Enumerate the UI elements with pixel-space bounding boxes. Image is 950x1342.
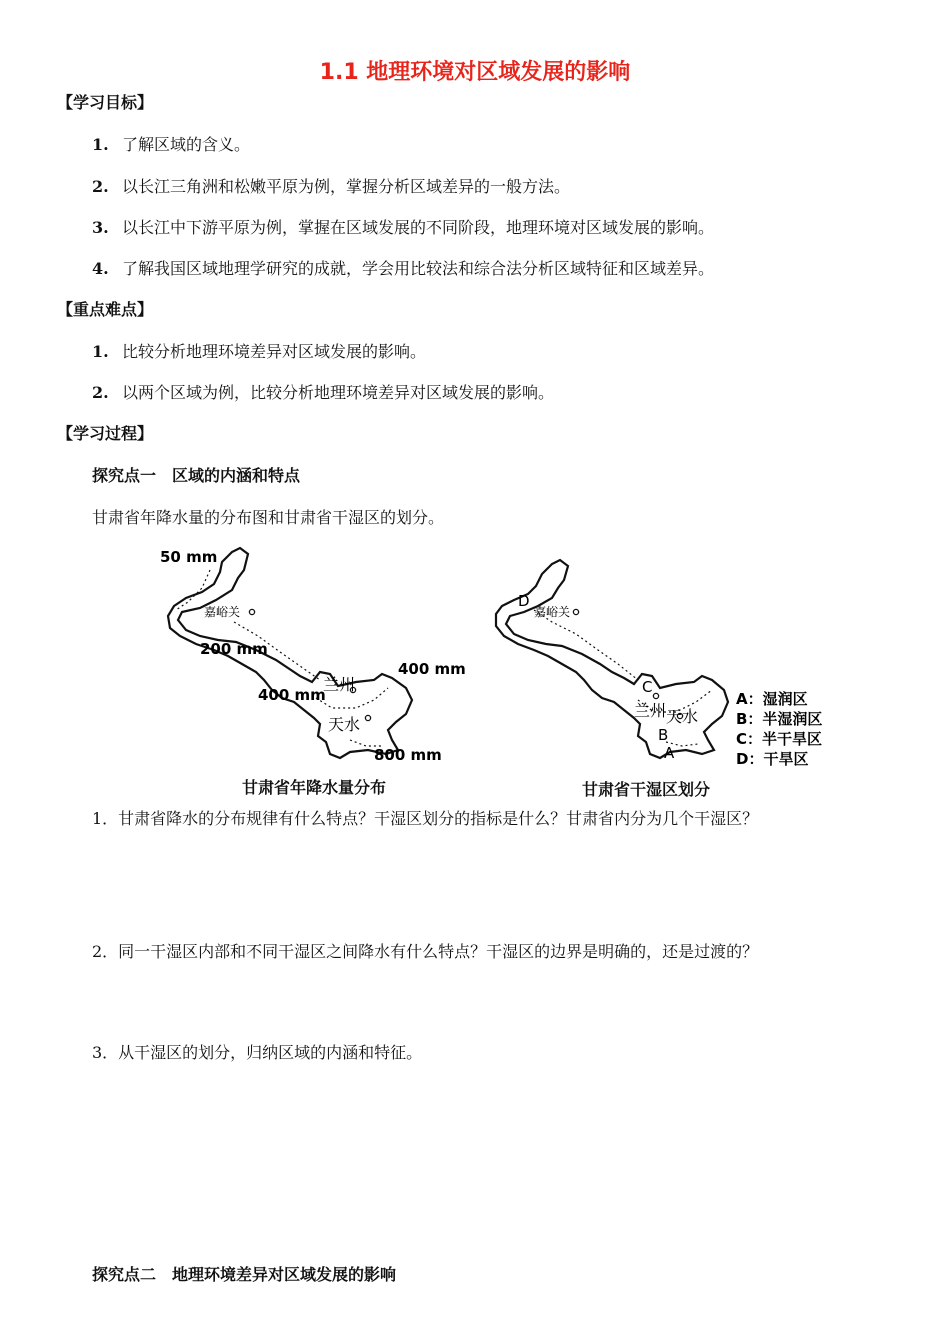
- city-dot-tianshui: [365, 715, 370, 720]
- map-caption-left: 甘肃省年降水量分布: [242, 778, 387, 797]
- goal-text: 了解我国区域地理学研究的成就，学会用比较法和综合法分析区域特征和区域差异。: [122, 259, 715, 278]
- goal-text: 以长江中下游平原为例，掌握在区域发展的不同阶段，地理环境对区域发展的影响。: [122, 218, 715, 237]
- label-jiayuguan: 嘉峪关: [534, 605, 571, 619]
- section-heading-key: 【重点难点】: [57, 300, 154, 319]
- dry-wet-zone-map: [490, 540, 850, 780]
- zone-label-b: B: [658, 726, 669, 744]
- goal-text: 以长江三角洲和松嫩平原为例，掌握分析区域差异的一般方法。: [122, 177, 571, 196]
- section-heading-process: 【学习过程】: [57, 424, 154, 443]
- label-400mm-west: 400 mm: [258, 686, 326, 704]
- goal-num: 4.: [92, 259, 109, 278]
- city-dot-jiayuguan: [573, 609, 578, 614]
- zone-label-a: A: [664, 744, 675, 762]
- label-tianshui: 天水: [666, 707, 699, 726]
- map-caption-right: 甘肃省干湿区划分: [582, 780, 711, 799]
- zone-label-d: D: [518, 592, 530, 610]
- key-text: 比较分析地理环境差异对区域发展的影响。: [122, 342, 427, 361]
- goal-item-1: [92, 132, 250, 155]
- label-lanzhou: 兰州: [323, 675, 356, 694]
- goal-item-2: [92, 174, 570, 197]
- key-item-1: [92, 339, 426, 362]
- explore-point-1: 探究点一 区域的内涵和特点: [92, 466, 301, 485]
- section-heading-goals: 【学习目标】: [57, 93, 154, 112]
- label-800mm: 800 mm: [374, 746, 442, 764]
- legend-d: D：干旱区: [736, 750, 809, 768]
- legend-c: C：半干旱区: [736, 730, 823, 748]
- city-dot-jiayuguan: [249, 609, 254, 614]
- label-lanzhou: 兰州: [634, 701, 667, 720]
- legend-a: A：湿润区: [736, 690, 808, 708]
- goal-num: 3.: [92, 218, 109, 237]
- key-text: 以两个区域为例，比较分析地理环境差异对区域发展的影响。: [122, 383, 555, 402]
- key-num: 1.: [92, 342, 109, 361]
- label-jiayuguan: 嘉峪关: [204, 605, 241, 619]
- key-item-2: [92, 380, 554, 403]
- zone-label-c: C: [642, 678, 653, 696]
- goal-num: 1.: [92, 135, 109, 154]
- question-3: 3．从干湿区的划分，归纳区域的内涵和特征。: [92, 1043, 423, 1062]
- goal-num: 2.: [92, 177, 109, 196]
- page-title: 1.1 地理环境对区域发展的影响: [319, 60, 631, 85]
- goal-item-4: [92, 256, 714, 279]
- key-num: 2.: [92, 383, 109, 402]
- explore-point-2: 探究点二 地理环境差异对区域发展的影响: [92, 1265, 397, 1284]
- label-400mm-east: 400 mm: [398, 660, 466, 678]
- map-intro: 甘肃省年降水量的分布图和甘肃省干湿区的划分。: [92, 508, 445, 527]
- city-dot-lanzhou: [653, 693, 658, 698]
- label-200mm: 200 mm: [200, 640, 268, 658]
- goal-item-3: [92, 215, 714, 238]
- label-tianshui: 天水: [328, 715, 361, 734]
- precipitation-map: [160, 540, 480, 800]
- gansu-outline: [496, 560, 728, 758]
- legend-b: B：半湿润区: [736, 710, 823, 728]
- label-50mm: 50 mm: [160, 548, 218, 566]
- question-1: 1．甘肃省降水的分布规律有什么特点？干湿区划分的指标是什么？甘肃省内分为几个干湿区？: [92, 809, 759, 828]
- goal-text: 了解区域的含义。: [122, 135, 251, 154]
- question-2: 2．同一干湿区内部和不同干湿区之间降水有什么特点？干湿区的边界是明确的，还是过渡的？: [92, 942, 759, 961]
